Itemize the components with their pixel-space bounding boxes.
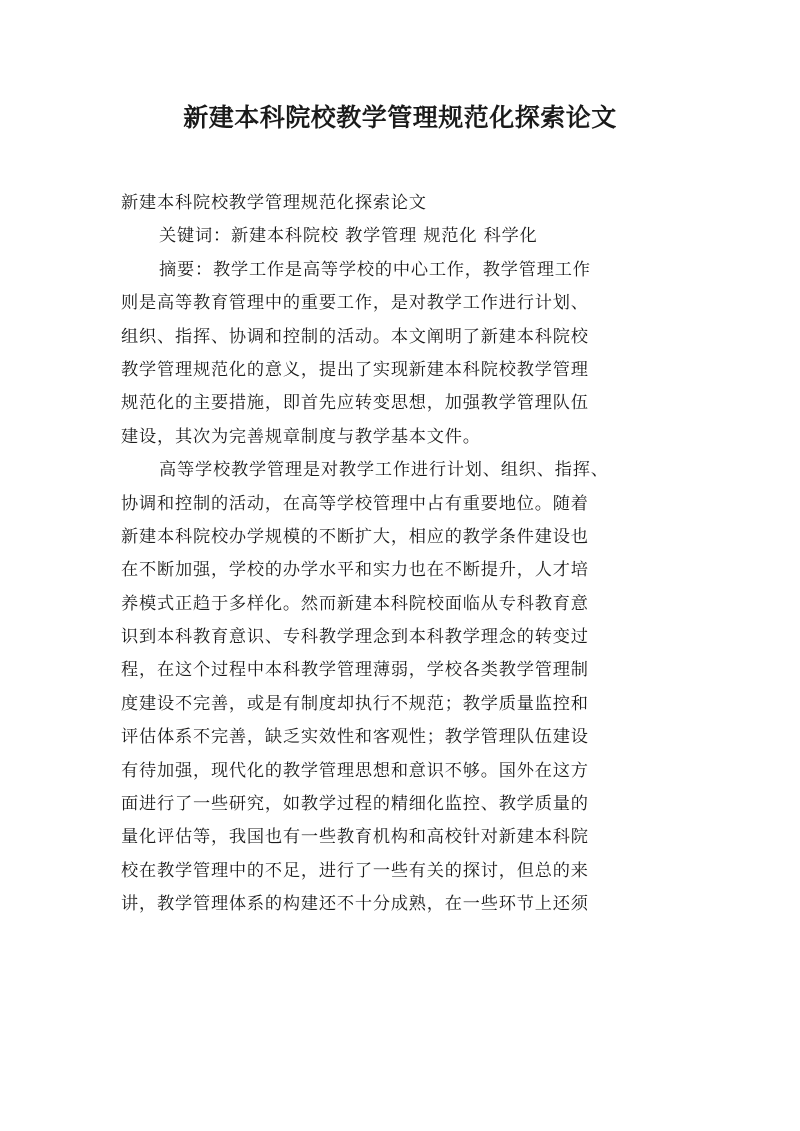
document-title: 新建本科院校教学管理规范化探索论文 xyxy=(183,103,617,132)
paragraph-line: 度建设不完善，或是有制度却执行不规范；教学质量监控和 xyxy=(121,693,589,714)
abstract-line: 建设，其次为完善规章制度与教学基本文件。 xyxy=(121,426,481,447)
paragraph-line: 协调和控制的活动，在高等学校管理中占有重要地位。随着 xyxy=(121,493,589,514)
paragraph-line: 有待加强，现代化的教学管理思想和意识不够。国外在这方 xyxy=(121,760,589,781)
paragraph-line: 在不断加强，学校的办学水平和实力也在不断提升，人才培 xyxy=(121,560,589,581)
abstract-line: 组织、指挥、协调和控制的活动。本文阐明了新建本科院校 xyxy=(121,326,589,347)
abstract-line: 则是高等教育管理中的重要工作，是对教学工作进行计划、 xyxy=(121,293,589,314)
paragraph-line: 讲，教学管理体系的构建还不十分成熟，在一些环节上还须 xyxy=(121,894,589,915)
paragraph-line: 程，在这个过程中本科教学管理薄弱，学校各类教学管理制 xyxy=(121,660,589,681)
paragraph-line: 高等学校教学管理是对教学工作进行计划、组织、指挥、 xyxy=(159,460,609,481)
abstract-line: 摘要：教学工作是高等学校的中心工作，教学管理工作 xyxy=(159,259,591,280)
paragraph-line: 识到本科教育意识、专科教学理念到本科教学理念的转变过 xyxy=(121,627,589,648)
paragraph-line: 新建本科院校办学规模的不断扩大，相应的教学条件建设也 xyxy=(121,526,589,547)
abstract-line: 教学管理规范化的意义，提出了实现新建本科院校教学管理 xyxy=(121,359,589,380)
subtitle-line: 新建本科院校教学管理规范化探索论文 xyxy=(121,193,427,213)
paragraph-line: 评估体系不完善，缺乏实效性和客观性；教学管理队伍建设 xyxy=(121,727,589,748)
document-body xyxy=(121,187,683,922)
paragraph-line: 面进行了一些研究，如教学过程的精细化监控、教学质量的 xyxy=(121,794,589,815)
paragraph-line: 养模式正趋于多样化。然而新建本科院校面临从专科教育意 xyxy=(121,593,589,614)
keywords-line: 关键词：新建本科院校 教学管理 规范化 科学化 xyxy=(159,226,538,247)
abstract-line: 规范化的主要措施，即首先应转变思想，加强教学管理队伍 xyxy=(121,393,589,414)
paragraph-line: 校在教学管理中的不足，进行了一些有关的探讨，但总的来 xyxy=(121,860,589,881)
paragraph-line: 量化评估等，我国也有一些教育机构和高校针对新建本科院 xyxy=(121,827,589,848)
